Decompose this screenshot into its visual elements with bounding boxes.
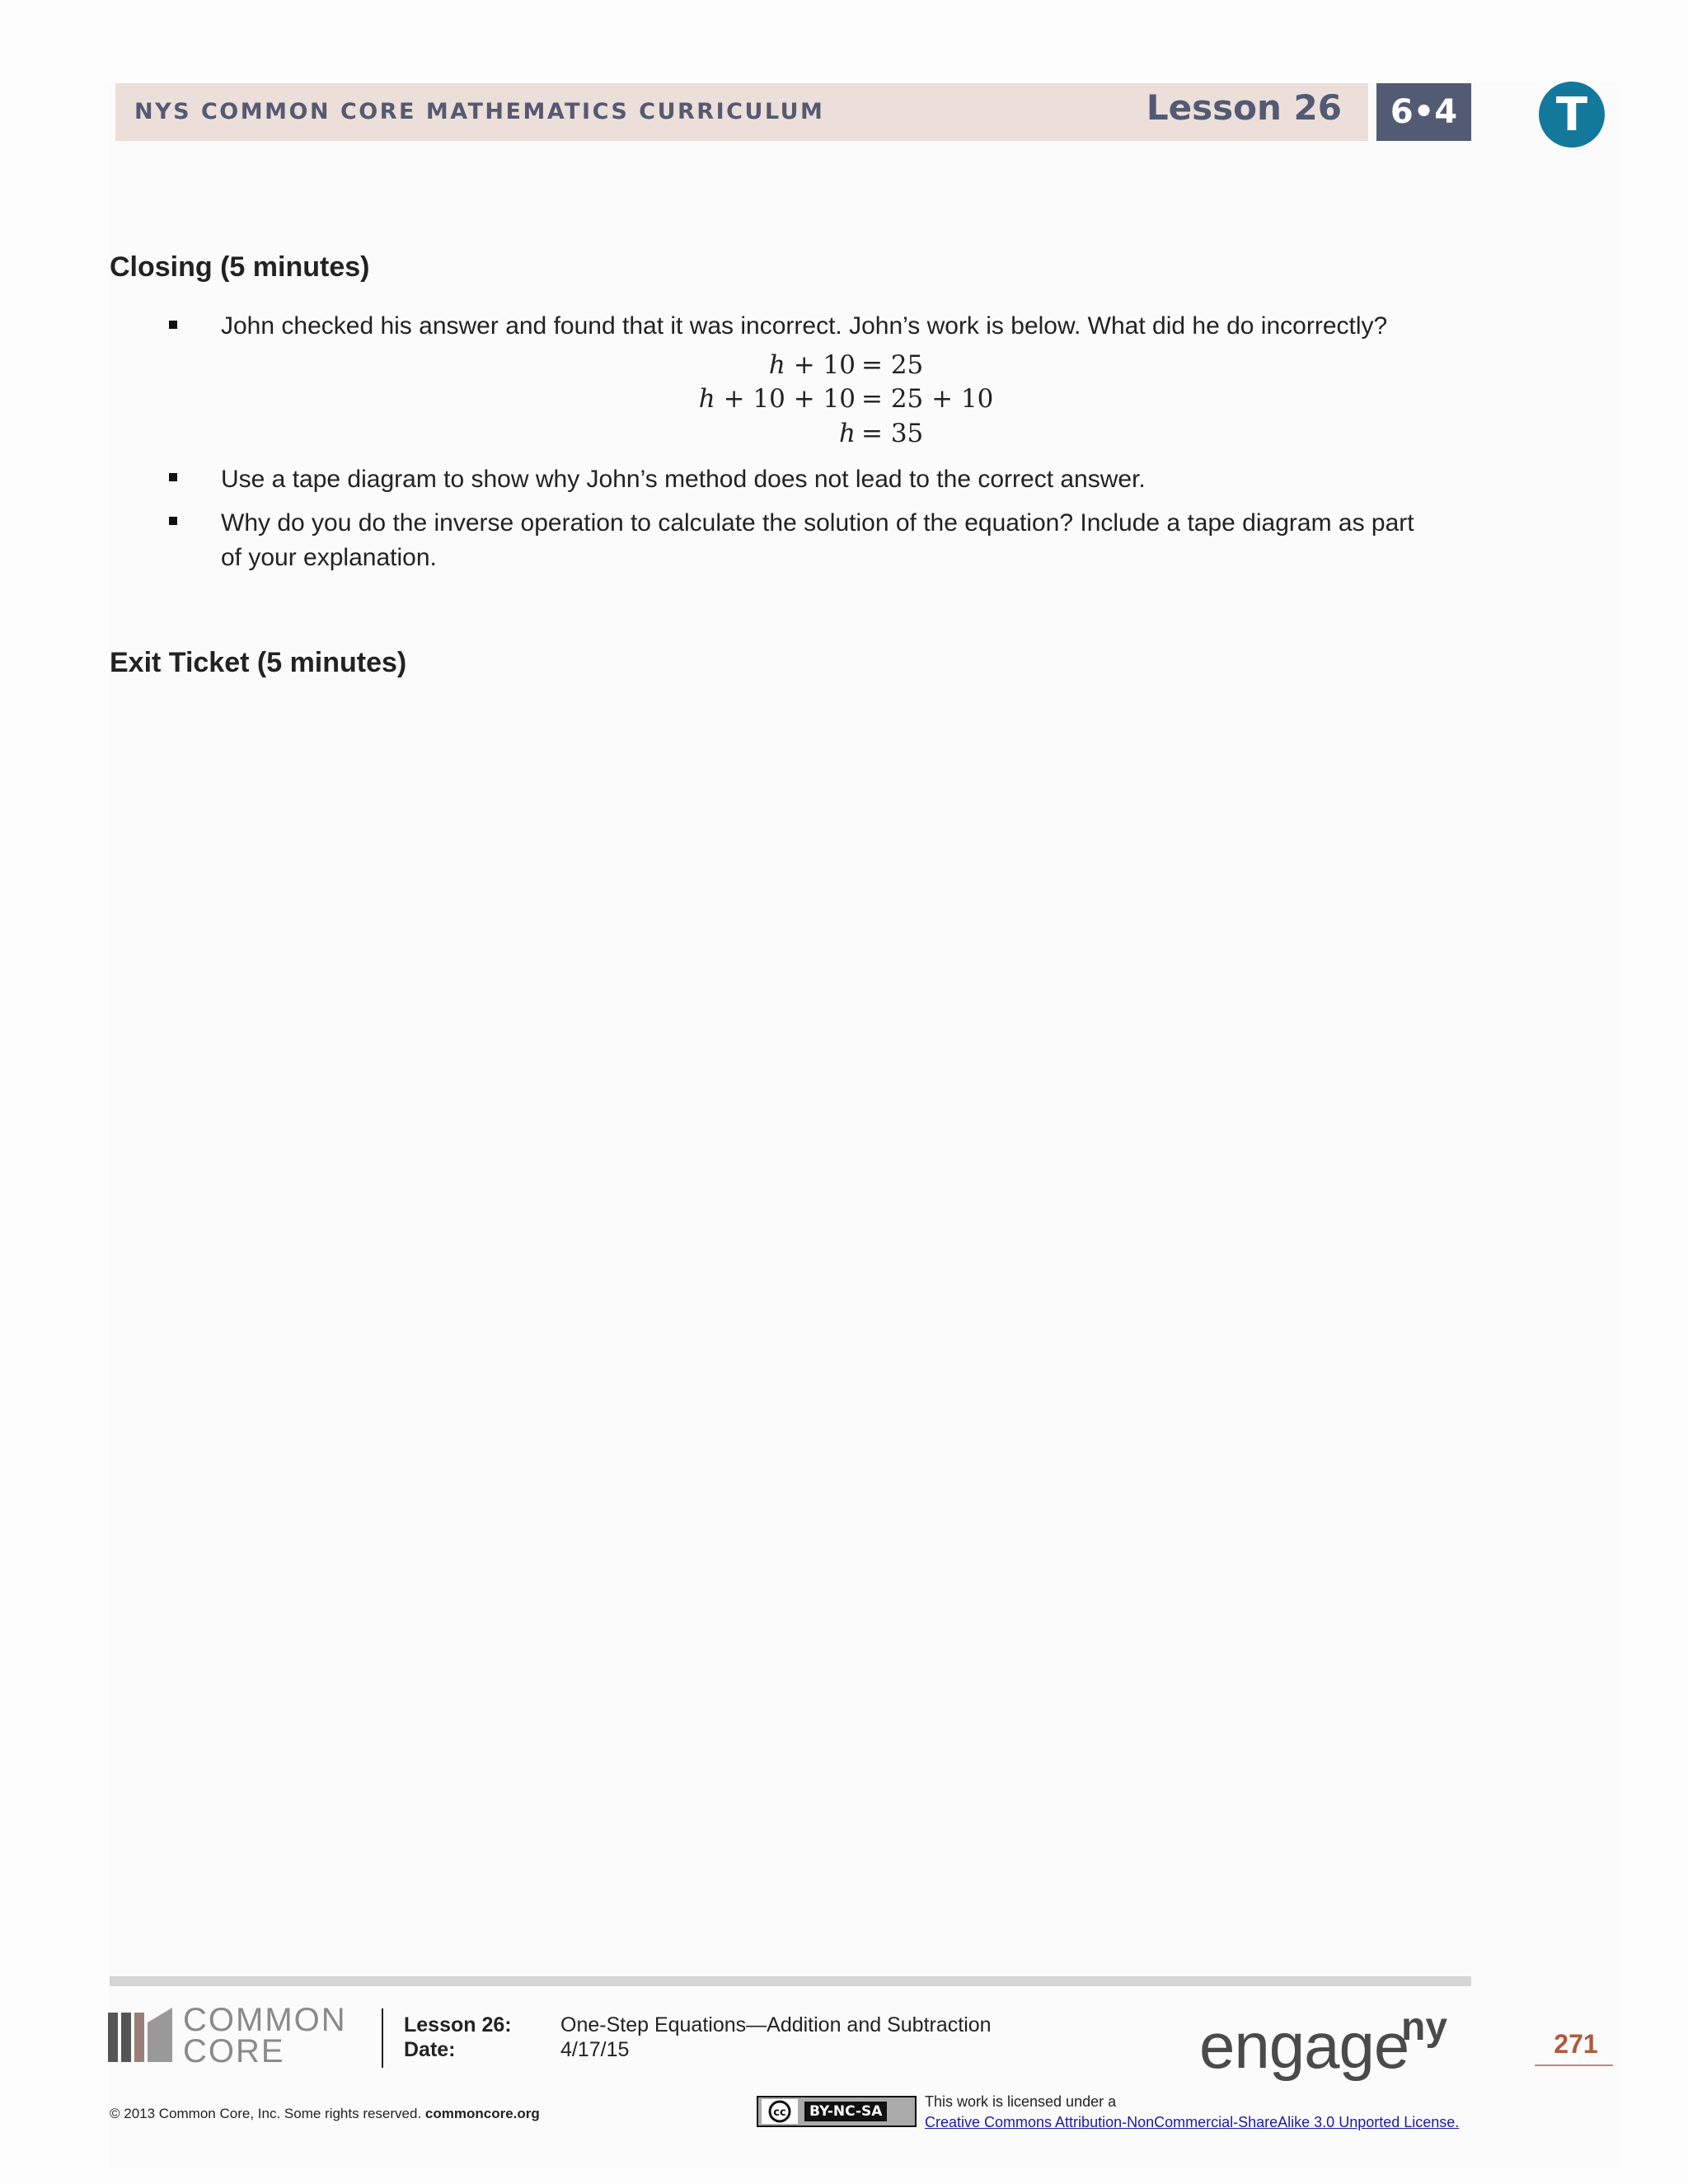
- lesson-label: Lesson 26: [1146, 87, 1342, 128]
- logo-line-2: CORE: [183, 2033, 285, 2069]
- cc-license-badge: [757, 2096, 917, 2127]
- engage-ny-logo: engage: [1199, 2009, 1409, 2082]
- footer-divider: [382, 2008, 383, 2068]
- common-core-logo-text: [183, 2004, 347, 2067]
- bullet-icon: [169, 321, 177, 329]
- engage-ny-superscript: ny: [1401, 2005, 1448, 2049]
- bullet-icon: [169, 473, 177, 481]
- copyright-site: commoncore.org: [424, 2106, 540, 2121]
- module-badge: 6•4: [1376, 83, 1471, 141]
- teacher-edition-icon: T: [1539, 82, 1605, 148]
- svg-text:cc: cc: [773, 2107, 786, 2119]
- equation-lhs: ℎ: [839, 419, 856, 448]
- page-number: 271: [1554, 2029, 1598, 2059]
- common-core-logo-icon: [108, 2008, 174, 2062]
- closing-heading: Closing (5 minutes): [110, 251, 370, 283]
- page-number-rule: [1535, 2064, 1613, 2066]
- footer-lesson-label: Lesson 26:: [404, 2013, 512, 2036]
- footer-date-value: 4/17/15: [560, 2038, 630, 2061]
- license-link[interactable]: Creative Commons Attribution-NonCommercial-ShareAlike 3.0 Unported License.: [925, 2114, 1460, 2130]
- equation-lhs: ℎ + 10 + 10: [698, 384, 856, 414]
- closing-question-1: John checked his answer and found that it was incorrect. John’s work is below. What did he do incorrectly?: [221, 312, 1388, 340]
- equation-rhs: = 25: [861, 350, 924, 380]
- license-text: This work is licensed under a: [925, 2093, 1117, 2110]
- bullet-icon: [169, 517, 177, 525]
- closing-question-2: Use a tape diagram to show why John’s method does not lead to the correct answer.: [221, 466, 1146, 493]
- closing-question-3: Why do you do the inverse operation to calculate the solution of the equation? Include a tape diagram as part: [221, 509, 1414, 537]
- curriculum-title: NYS COMMON CORE MATHEMATICS CURRICULUM: [134, 99, 825, 124]
- equation-rhs: = 25 + 10: [861, 384, 994, 414]
- exit-ticket-heading: Exit Ticket (5 minutes): [110, 647, 407, 678]
- footer-lesson-title: One-Step Equations—Addition and Subtraction: [560, 2013, 992, 2036]
- copyright-text: © 2013 Common Core, Inc. Some rights reserved.: [110, 2106, 422, 2121]
- footer-rule: [110, 1976, 1471, 1986]
- cc-icon: [762, 2099, 798, 2124]
- closing-question-3-continued: of your explanation.: [221, 544, 437, 571]
- equation-rhs: = 35: [861, 419, 924, 448]
- logo-line-1: COMMON: [183, 2002, 347, 2038]
- equation-lhs: ℎ + 10: [768, 350, 856, 380]
- copyright-notice: [110, 2106, 540, 2122]
- license-badge-text: BY-NC-SA: [804, 2102, 887, 2121]
- footer-date-label: Date:: [404, 2038, 456, 2061]
